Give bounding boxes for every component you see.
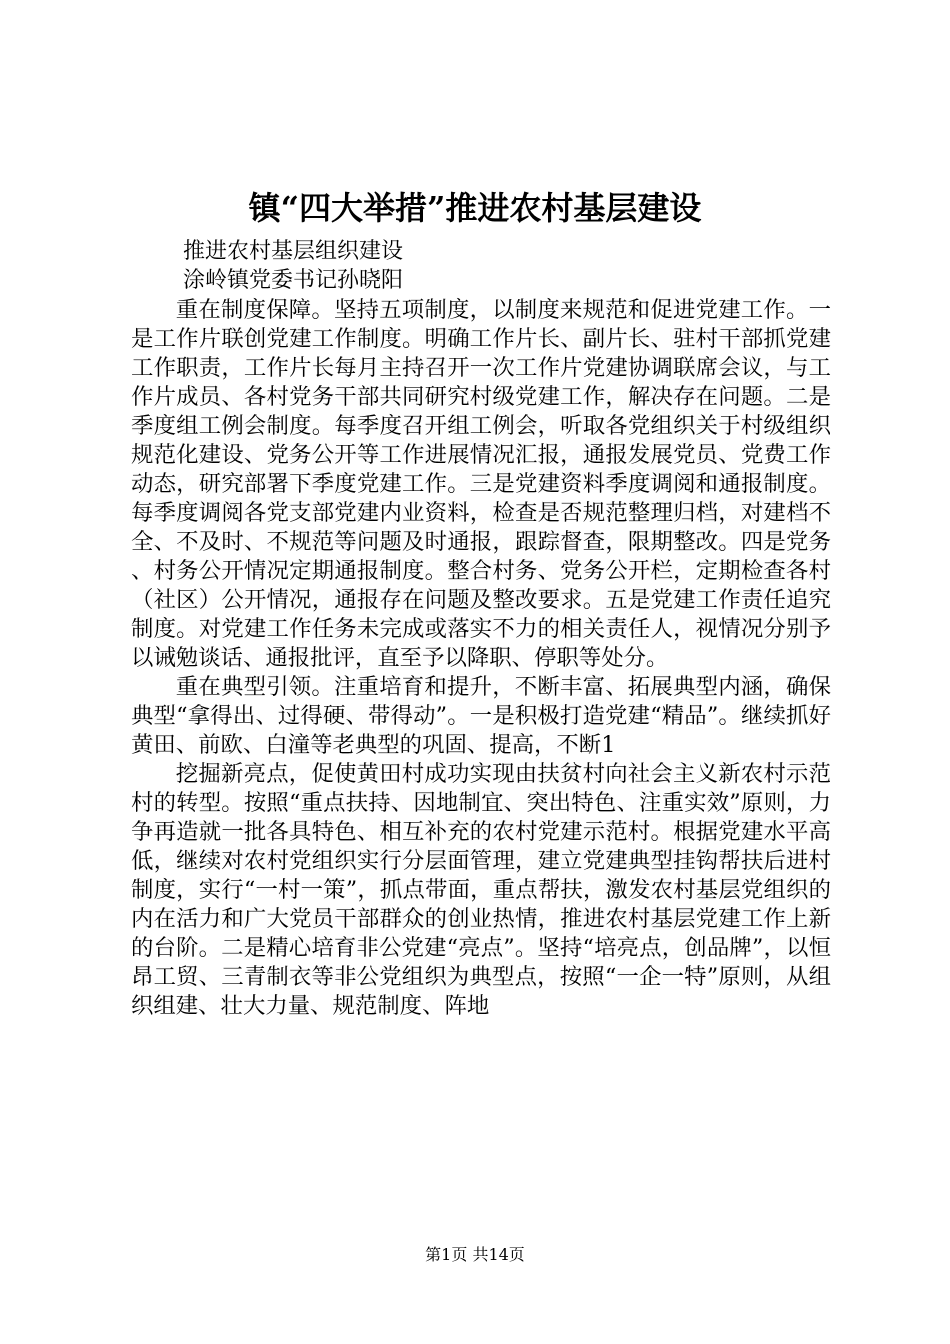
- document-subtitle: 推进农村基层组织建设: [183, 239, 404, 264]
- document-author: 涂岭镇党委书记孙晓阳: [183, 268, 404, 293]
- paragraph-new-highlights: 挖掘新亮点，促使黄田村成功实现由扶贫村向社会主义新农村示范村的转型。按照“重点扶持、因地制宜、突出特色、注重实效”原则，力争再造就一批各具特色、相互补充的农村党建示范村。根据党建水平高低，继续对农村党组织实行分层面管理，建立党建典型挂钩帮扶后进村制度，实行“一村一策”，抓点带面，重点帮扶，激发农村基层党组织的内在活力和广大党员干部群众的创业热情，推进农村基层党建工作上新的台阶。二是精心培育非公党建“亮点”。坚持“培亮点，创品牌”，以恒昂工贸、三青制衣等非公党组织为典型点，按照“一企一特”原则，从组织组建、壮大力量、规范制度、阵地: [131, 761, 831, 1019]
- document-body: [131, 296, 831, 1021]
- document-title: 镇“四大举措”推进农村基层建设: [248, 189, 702, 227]
- paragraph-model-leading: 重在典型引领。注重培育和提升，不断丰富、拓展典型内涵，确保典型“拿得出、过得硬、带得动”。一是积极打造党建“精品”。继续抓好黄田、前欧、白潼等老典型的巩固、提高，不断1: [131, 674, 831, 758]
- paragraph-institutional-guarantee: 重在制度保障。坚持五项制度，以制度来规范和促进党建工作。一是工作片联创党建工作制度。明确工作片长、副片长、驻村干部抓党建工作职责，工作片长每月主持召开一次工作片党建协调联席会议，与工作片成员、各村党务干部共同研究村级党建工作，解决存在问题。二是季度组工例会制度。每季度召开组工例会，听取各党组织关于村级组织规范化建设、党务公开等工作进展情况汇报，通报发展党员、党费工作动态，研究部署下季度党建工作。三是党建资料季度调阅和通报制度。每季度调阅各党支部党建内业资料，检查是否规范整理归档，对建档不全、不及时、不规范等问题及时通报，跟踪督查，限期整改。四是党务、村务公开情况定期通报制度。整合村务、党务公开栏，定期检查各村（社区）公开情况，通报存在问题及整改要求。五是党建工作责任追究制度。对党建工作任务未完成或落实不力的相关责任人，视情况分别予以诫勉谈话、通报批评，直至予以降职、停职等处分。: [131, 297, 831, 671]
- page-footer: 第1页 共14页: [425, 1245, 525, 1264]
